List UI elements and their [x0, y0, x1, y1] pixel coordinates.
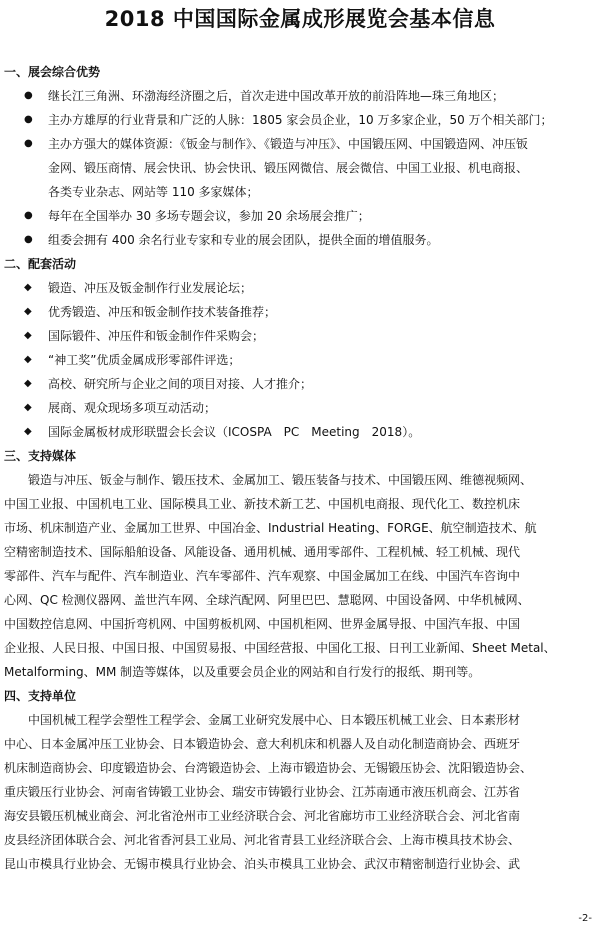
section-paragraph [4, 708, 596, 876]
bullet-item [24, 132, 599, 204]
bullet-item [24, 396, 599, 420]
bullet-dot-icon: ● [24, 114, 33, 125]
bullet-text-line: 锻造、冲压及钣金制作行业发展论坛； [48, 281, 253, 295]
paragraph-line: 企业报、人民日报、中国日报、中国贸易报、中国经营报、中国化工报、日刊工业新闻、Sheet Metal、 [4, 641, 556, 655]
paragraph-line: 中国机械工程学会塑性工程学会、金属工业研究发展中心、日本锻压机械工业会、日本素形材 [4, 713, 521, 727]
bullet-text-line: 各类专业杂志、网站等 110 多家媒体； [48, 185, 259, 199]
section-paragraph [4, 468, 596, 684]
bullet-diamond-icon: ◆ [24, 426, 32, 437]
bullet-item [24, 372, 599, 396]
paragraph-line: Metalforming、MM 制造等媒体，以及重要会员企业的网站和自行发行的报纸、期刊等。 [4, 665, 481, 679]
bullet-dot-icon: ● [24, 234, 33, 245]
section-heading: 二、配套活动 [4, 257, 77, 271]
bullet-dot-icon: ● [24, 138, 33, 149]
bullet-item [24, 420, 599, 444]
bullet-text-line: 展商、观众现场多项互动活动； [48, 401, 217, 415]
bullet-diamond-icon: ◆ [24, 330, 32, 341]
bullet-diamond-icon: ◆ [24, 354, 32, 365]
paragraph-line: 中心、日本金属冲压工业协会、日本锻造协会、意大利机床和机器人及自动化制造商协会、西班牙 [4, 737, 521, 751]
section-heading: 一、展会综合优势 [4, 65, 101, 79]
bullet-text-line: 组委会拥有 400 余名行业专家和专业的展会团队，提供全面的增值服务。 [48, 233, 439, 247]
paragraph-line: 昆山市模具行业协会、无锡市模具行业协会、泊头市模具工业协会、武汉市精密制造行业协会、武 [4, 857, 521, 871]
bullet-text-line: 主办方雄厚的行业背景和广泛的人脉：1805 家会员企业，10 万多家企业，50 万个相关部门； [48, 113, 553, 127]
bullet-item [24, 228, 599, 252]
paragraph-line: 皮县经济团体联合会、河北省香河县工业局、河北省青县工业经济联合会、上海市模具技术协会、 [4, 833, 521, 847]
bullet-text-line: 主办方强大的媒体资源：《钣金与制作》、《锻造与冲压》、中国锻压网、中国锻造网、冲压钣 [48, 137, 529, 151]
bullet-diamond-icon: ◆ [24, 378, 32, 389]
bullet-item [24, 84, 599, 108]
page-number: -2- [578, 913, 592, 924]
bullet-item [24, 276, 599, 300]
paragraph-line: 中国数控信息网、中国折弯机网、中国剪板机网、中国机柜网、世界金属导报、中国汽车报、中国 [4, 617, 521, 631]
paragraph-line: 心网、QC 检测仪器网、盖世汽车网、全球汽配网、阿里巴巴、慧聪网、中国设备网、中华机械网、 [4, 593, 530, 607]
bullet-item [24, 324, 599, 348]
section-heading: 三、支持媒体 [4, 449, 77, 463]
paragraph-line: 锻造与冲压、钣金与制作、锻压技术、金属加工、锻压装备与技术、中国锻压网、维德视频网、 [4, 473, 533, 487]
bullet-item [24, 108, 599, 132]
bullet-text-line: 金网、锻压商情、展会快讯、协会快讯、锻压网微信、展会微信、中国工业报、机电商报、 [48, 161, 529, 175]
bullet-text-line: 继长江三角洲、环渤海经济圈之后，首次走进中国改革开放的前沿阵地—珠三角地区； [48, 89, 505, 103]
bullet-dot-icon: ● [24, 90, 33, 101]
bullet-text-line: 优秀锻造、冲压和钣金制作技术装备推荐； [48, 305, 277, 319]
bullet-diamond-icon: ◆ [24, 282, 32, 293]
bullet-item [24, 300, 599, 324]
section-heading: 四、支持单位 [4, 689, 77, 703]
bullet-text-line: 国际锻件、冲压件和钣金制作件采购会； [48, 329, 265, 343]
paragraph-line: 中国工业报、中国机电工业、国际模具工业、新技术新工艺、中国机电商报、现代化工、数控机床 [4, 497, 521, 511]
paragraph-line: 机床制造商协会、印度锻造协会、台湾锻造协会、上海市锻造协会、无锡锻压协会、沈阳锻造协会、 [4, 761, 533, 775]
bullet-text-line: 高校、研究所与企业之间的项目对接、人才推介； [48, 377, 313, 391]
paragraph-line: 市场、机床制造产业、金属加工世界、中国冶金、Industrial Heating、FORGE、航空制造技术、航 [4, 521, 537, 535]
bullet-diamond-icon: ◆ [24, 402, 32, 413]
paragraph-line: 空精密制造技术、国际船舶设备、风能设备、通用机械、通用零部件、工程机械、轻工机械、现代 [4, 545, 521, 559]
bullet-item [24, 204, 599, 228]
page-title: 2018 中国国际金属成形展览会基本信息 [104, 7, 496, 31]
paragraph-line: 海安县锻压机械业商会、河北省沧州市工业经济联合会、河北省廊坊市工业经济联合会、河北省南 [4, 809, 521, 823]
bullet-text-line: 国际金属板材成形联盟会长会议（ICOSPA PC Meeting 2018）。 [48, 425, 421, 439]
bullet-text-line: 每年在全国举办 30 多场专题会议，参加 20 余场展会推广； [48, 209, 370, 223]
bullet-text-line: “神工奖”优质金属成形零部件评选； [48, 353, 241, 367]
paragraph-line: 零部件、汽车与配件、汽车制造业、汽车零部件、汽车观察、中国金属加工在线、中国汽车咨询中 [4, 569, 521, 583]
bullet-item [24, 348, 599, 372]
paragraph-line: 重庆锻压行业协会、河南省铸锻工业协会、瑞安市铸锻行业协会、江苏南通市液压机商会、江苏省 [4, 785, 521, 799]
bullet-dot-icon: ● [24, 210, 33, 221]
bullet-diamond-icon: ◆ [24, 306, 32, 317]
